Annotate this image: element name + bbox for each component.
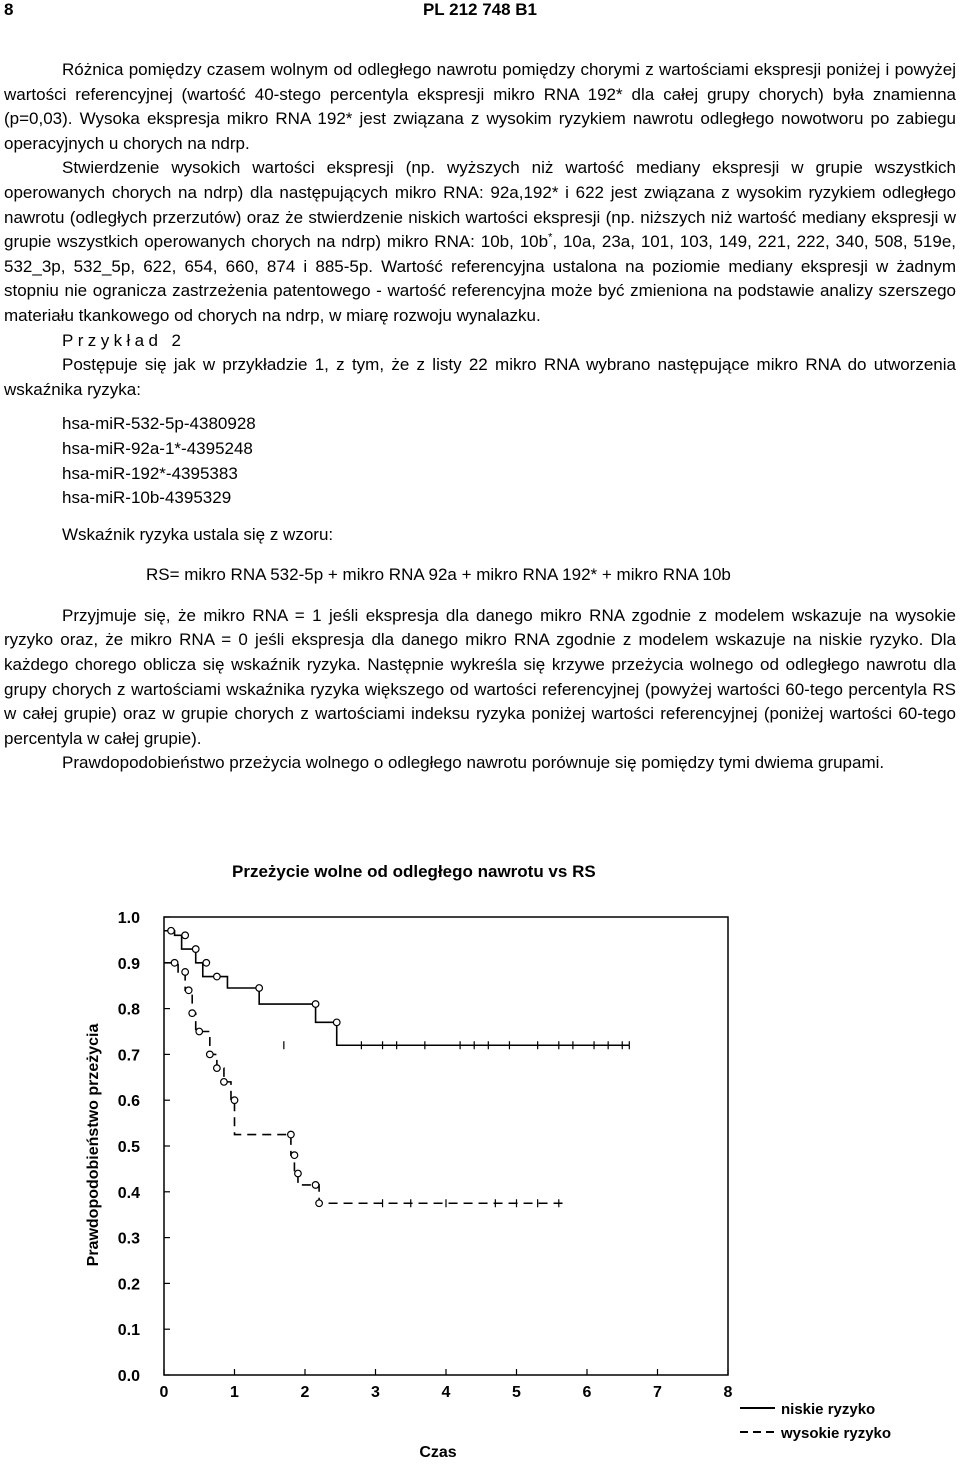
- x-tick-label: 0: [159, 1384, 169, 1401]
- mirna-item: hsa-miR-192*-4395383: [62, 463, 238, 483]
- mirna-item: hsa-miR-532-5p-4380928: [62, 414, 256, 434]
- paragraph: Przyjmuje się, że mikro RNA = 1 jeśli ekspresja dla danego mikro RNA zgodnie z modelem wskazuje na wysokie ryzyko oraz, że mikro RNA = 0 jeśli ekspresja dla danego mikro RNA zgodnie z modelem wskazuje na niskie ryzyko. Dla każdego chorego oblicza się wskaźnik ryzyka. Następnie wykreśla się krzywe przeżycia wolnego od odległego nawrotu dla grupy chorych z wartościami wskaźnika ryzyka większego od wartości referencyjnej (powyżej wartości 60-tego percentyla RS w całej grupie) oraz w grupie chorych z wartościami indeksu ryzyka poniżej wartości referencyjnej (poniżej wartości 60-tego percentyla w całej grupie).: [4, 605, 956, 748]
- survival-chart-svg: [0, 845, 960, 1462]
- y-tick-label: 0.0: [117, 1368, 140, 1385]
- event-marker: [316, 1200, 323, 1207]
- x-tick-label: 4: [441, 1384, 451, 1401]
- y-tick-label: 0.5: [117, 1139, 140, 1156]
- series-line: [164, 931, 629, 1046]
- event-marker: [333, 1019, 340, 1026]
- paragraph: Różnica pomiędzy czasem wolnym od odległego nawrotu pomiędzy chorymi z wartościami ekspresji poniżej i powyżej wartości referencyjnej (wartość 40-stego percentyla ekspresji mikro RNA 192* dla całej grupy chorych) była znamienna (p=0,03). Wysoka ekspresja mikro RNA 192* jest związana z wysokim ryzykiem nawrotu odległego nowotworu po zabiegu operacyjnych u chorych na ndrp.: [4, 60, 956, 153]
- survival-chart: [0, 845, 960, 1462]
- legend-label: niskie ryzyko: [781, 1401, 876, 1418]
- risk-formula: RS= mikro RNA 532-5p + mikro RNA 92a + mikro RNA 192* + mikro RNA 10b: [146, 565, 731, 585]
- legend-label: wysokie ryzyko: [781, 1425, 892, 1442]
- mirna-item: hsa-miR-92a-1*-4395248: [62, 438, 253, 458]
- event-marker: [182, 932, 189, 939]
- x-tick-label: 1: [230, 1384, 239, 1401]
- mirna-list: [62, 412, 956, 510]
- event-marker: [207, 1051, 214, 1058]
- plot-frame: [164, 917, 728, 1375]
- event-marker: [192, 946, 199, 953]
- x-tick-label: 2: [300, 1384, 310, 1401]
- x-tick-label: 6: [582, 1384, 592, 1401]
- y-tick-label: 1.0: [117, 910, 140, 927]
- event-marker: [256, 985, 263, 992]
- x-tick-label: 7: [653, 1384, 662, 1401]
- event-marker: [291, 1152, 298, 1159]
- event-marker: [312, 1182, 319, 1189]
- y-tick-label: 0.3: [117, 1230, 140, 1248]
- x-axis-label: Czas: [419, 1444, 457, 1461]
- event-marker: [182, 969, 189, 976]
- legend: [740, 1401, 891, 1442]
- event-marker: [214, 973, 221, 980]
- page-header: [0, 0, 960, 22]
- event-marker: [185, 987, 192, 994]
- y-tick-label: 0.7: [117, 1047, 140, 1065]
- y-tick-label: 0.1: [117, 1322, 140, 1340]
- event-marker: [221, 1079, 228, 1086]
- paragraph-text: , 10a, 23a, 101, 103, 149, 221, 222, 340, 508, 519e, 532_3p, 532_5p, 622, 654, 660, 874 i 885-5p. Wartość referencyjna ustalona na poziomie mediany ekspresji w żadnym stopniu nie ogranicza zastrzeżenia patentowego - wartość referencyjna może być zmieniona na podstawie analizy szerszego materiału tkankowego od chorych na ndrp, w miarę rozwoju wynalazku.: [4, 232, 956, 325]
- event-marker: [288, 1131, 295, 1138]
- y-tick-label: 0.9: [117, 955, 140, 973]
- plot-border: [164, 917, 728, 1375]
- mirna-item: hsa-miR-10b-4395329: [62, 488, 232, 508]
- x-tick-label: 5: [512, 1384, 521, 1401]
- event-marker: [196, 1028, 203, 1035]
- paragraph: Postępuje się jak w przykładzie 1, z tym, że z listy 22 mikro RNA wybrano następujące mikro RNA do utworzenia wskaźnika ryzyka:: [4, 355, 956, 399]
- document-id: PL 212 748 B1: [422, 0, 538, 19]
- event-marker: [231, 1097, 238, 1104]
- paragraph-text: Stwierdzenie wysokich wartości ekspresji (np. wyższych niż wartość mediany ekspresji w grupie wszystkich operowanych chorych na ndrp) dla następujących mikro RNA: 92a,192* i 622 jest związana z wysokim ryzykiem odległego nawrotu (odległych przerzutów) oraz że stwierdzenie niskich wartości ekspresji (np. niższych niż wartość mediany ekspresji w grupie wszystkich operowanych chorych na ndrp) mikro RNA: 10b, 10b: [4, 158, 956, 252]
- page-number: 8: [4, 0, 14, 19]
- y-tick-label: 0.8: [117, 1001, 140, 1019]
- series-group: [164, 927, 629, 1207]
- x-tick-label: 3: [371, 1384, 380, 1401]
- axis-ticks: [118, 910, 733, 1401]
- event-marker: [214, 1065, 221, 1072]
- event-marker: [295, 1170, 302, 1177]
- y-tick-label: 0.4: [117, 1184, 140, 1202]
- document-body: [4, 58, 956, 776]
- event-marker: [312, 1001, 319, 1008]
- chart-title: Przeżycie wolne od odległego nawrotu vs RS: [232, 862, 596, 881]
- y-tick-label: 0.2: [117, 1276, 140, 1294]
- x-tick-label: 8: [723, 1384, 733, 1401]
- event-marker: [203, 960, 210, 967]
- event-marker: [189, 1010, 196, 1017]
- paragraph: Prawdopodobieństwo przeżycia wolnego o odległego nawrotu porównuje się pomiędzy tymi dwiema grupami.: [62, 753, 885, 773]
- asterisk-superscript: *: [548, 231, 553, 244]
- formula-intro: Wskaźnik ryzyka ustala się z wzoru:: [62, 524, 334, 544]
- paragraph: [4, 156, 956, 328]
- event-marker: [171, 960, 178, 967]
- event-marker: [168, 927, 175, 934]
- example-heading: Przykład 2: [62, 330, 186, 350]
- y-tick-label: 0.6: [117, 1093, 140, 1111]
- y-axis-label: Prawdopodobieństwo przeżycia: [85, 1023, 102, 1267]
